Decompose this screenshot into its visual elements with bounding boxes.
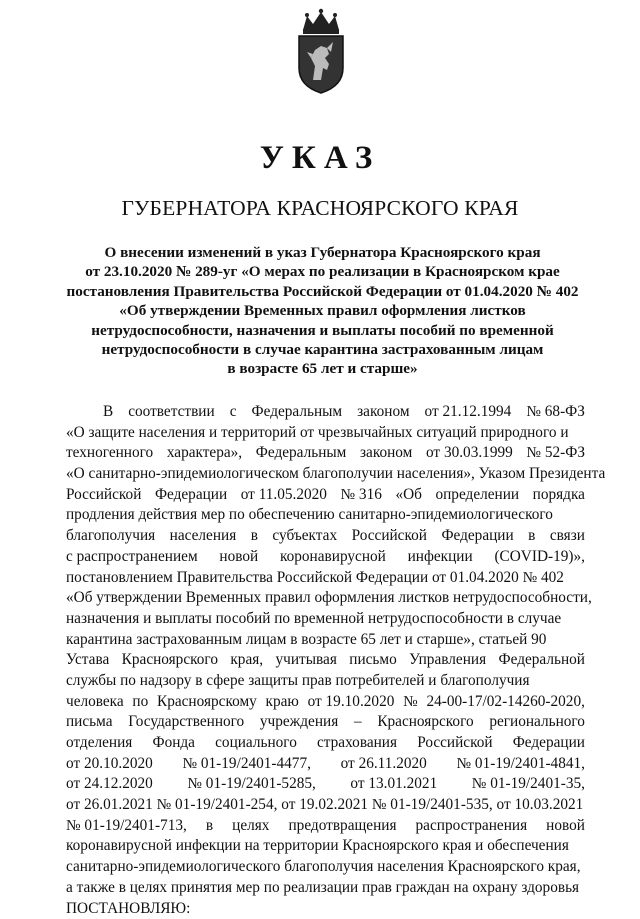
body-text-fragment: от 11.05.2020 — [241, 485, 327, 506]
body-line — [66, 588, 585, 609]
body-text-fragment: субъектах — [272, 526, 337, 547]
body-text-fragment: № 68-ФЗ — [526, 402, 585, 423]
body-text-fragment: карантина застрахованным лицам в возрасте 65 лет и старше», статьей 90 — [66, 630, 546, 651]
body-text-fragment: социального — [215, 733, 297, 754]
body-text-fragment: законом — [357, 402, 409, 423]
body-line — [66, 712, 585, 733]
body-text-fragment: Российской — [352, 526, 427, 547]
body-text-fragment: характера», — [167, 443, 242, 464]
body-text-fragment: коронавирусной — [280, 547, 386, 568]
subject-line: нетрудоспособности в случае карантина застрахованным лицам — [60, 340, 585, 359]
body-text-fragment: письма — [66, 712, 113, 733]
body-text-fragment: № 01-19/2401-713, — [66, 816, 187, 837]
body-text-fragment: службы по надзору в сфере защиты прав потребителей и благополучия — [66, 671, 530, 692]
body-text-fragment: Красноярского — [377, 712, 473, 733]
body-line — [66, 878, 585, 899]
subject-line: «Об утверждении Временных правил оформления листков — [60, 301, 585, 320]
body-line — [66, 485, 585, 506]
body-text-fragment: Управления — [409, 650, 486, 671]
body-text-fragment: Устава — [66, 650, 109, 671]
body-line — [66, 650, 585, 671]
body-line — [66, 443, 585, 464]
body-text-fragment: по — [132, 692, 148, 713]
body-text-fragment: от 21.12.1994 — [425, 402, 512, 423]
body-line — [66, 568, 585, 589]
body-line — [66, 402, 585, 423]
body-text-fragment: от 30.03.1999 — [426, 443, 513, 464]
body-line — [66, 774, 585, 795]
body-text-fragment: в — [251, 526, 258, 547]
body-text-fragment: «Об — [395, 485, 421, 506]
body-text-fragment: новой — [219, 547, 258, 568]
body-text-fragment: № 52-ФЗ — [526, 443, 585, 464]
decree-subject — [60, 243, 585, 379]
body-text-fragment: № 01-19/2401-5285, — [187, 774, 315, 795]
body-text-fragment: Российской — [66, 485, 141, 506]
body-line — [66, 526, 585, 547]
body-text-fragment: инфекции — [408, 547, 473, 568]
body-text-fragment: – — [354, 712, 362, 733]
body-text-fragment: определении — [435, 485, 519, 506]
body-text-fragment: Федерации — [155, 485, 227, 506]
body-text-fragment: краю — [266, 692, 299, 713]
body-text-fragment: «О санитарно-эпидемиологическом благополучии населения», Указом Президента — [66, 464, 605, 485]
decree-body — [66, 402, 585, 919]
body-text-fragment: с распространением — [66, 547, 198, 568]
body-text-fragment: Федерации — [441, 526, 513, 547]
body-text-fragment: «Об утверждении Временных правил оформления листков нетрудоспособности, — [66, 588, 592, 609]
body-text-fragment: коронавирусной инфекции на территории Красноярского края и обеспечения — [66, 836, 569, 857]
body-text-fragment: Федеральным — [256, 443, 347, 464]
subject-line: от 23.10.2020 № 289-уг «О мерах по реализации в Красноярском крае — [60, 262, 585, 281]
body-text-fragment: ПОСТАНОВЛЯЮ: — [66, 899, 190, 919]
body-line — [66, 630, 585, 651]
body-text-fragment: законом — [360, 443, 412, 464]
body-text-fragment: в — [206, 816, 213, 837]
body-text-fragment: целях — [232, 816, 269, 837]
body-text-fragment: от 13.01.2021 — [350, 774, 437, 795]
body-text-fragment: Федеральным — [252, 402, 343, 423]
body-line — [66, 816, 585, 837]
body-line — [66, 857, 585, 878]
body-text-fragment: человека — [66, 692, 124, 713]
body-text-fragment: учреждения — [260, 712, 338, 733]
body-text-fragment: населения — [170, 526, 237, 547]
body-text-fragment: Красноярского — [122, 650, 218, 671]
body-line — [66, 733, 585, 754]
body-text-fragment: соответствии — [128, 402, 214, 423]
body-text-fragment: № 01-19/2401-4841, — [457, 754, 585, 775]
document-subtitle: ГУБЕРНАТОРА КРАСНОЯРСКОГО КРАЯ — [0, 196, 640, 221]
subject-line: нетрудоспособности, назначения и выплаты пособий по временной — [60, 321, 585, 340]
body-text-fragment: № 01-19/2401-4477, — [182, 754, 310, 775]
body-text-fragment: продления действия мер по обеспечению санитарно-эпидемиологического — [66, 505, 553, 526]
body-text-fragment: Фонда — [152, 733, 195, 754]
body-line — [66, 795, 585, 816]
body-line — [66, 609, 585, 630]
body-line — [66, 505, 585, 526]
body-text-fragment: от 20.10.2020 — [66, 754, 153, 775]
body-line — [66, 692, 585, 713]
body-line — [66, 899, 585, 919]
body-line — [66, 423, 585, 444]
body-line — [66, 754, 585, 775]
body-text-fragment: В — [103, 402, 113, 423]
body-text-fragment: края, — [230, 650, 263, 671]
body-text-fragment: в — [528, 526, 535, 547]
body-text-fragment: «О защите населения и территорий от чрезвычайных ситуаций природного и — [66, 423, 569, 444]
body-text-fragment: учитывая — [276, 650, 337, 671]
body-text-fragment: от 19.10.2020 — [308, 692, 395, 713]
body-text-fragment: Государственного — [128, 712, 244, 733]
body-text-fragment: санитарно-эпидемиологического благополучия населения Красноярского края, — [66, 857, 581, 878]
subject-line: в возрасте 65 лет и старше» — [60, 359, 585, 378]
body-line — [66, 836, 585, 857]
body-text-fragment: письмо — [349, 650, 396, 671]
body-text-fragment: новой — [546, 816, 585, 837]
subject-line: О внесении изменений в указ Губернатора Красноярского края — [60, 243, 585, 262]
body-text-fragment: от 24.12.2020 — [66, 774, 153, 795]
body-text-fragment: Красноярскому — [157, 692, 257, 713]
body-line — [66, 547, 585, 568]
body-text-fragment: Российской — [417, 733, 492, 754]
body-text-fragment: а также в целях принятия мер по реализации прав граждан на охрану здоровья — [66, 878, 579, 899]
body-text-fragment: 24-00-17/02-14260-2020, — [426, 692, 584, 713]
body-line — [66, 464, 585, 485]
body-text-fragment: благополучия — [66, 526, 155, 547]
body-text-fragment: страхования — [317, 733, 397, 754]
body-text-fragment: № 01-19/2401-35, — [472, 774, 585, 795]
body-text-fragment: № 316 — [341, 485, 382, 506]
body-text-fragment: от 26.11.2020 — [341, 754, 427, 775]
body-text-fragment: Федеральной — [499, 650, 585, 671]
body-text-fragment: отделения — [66, 733, 132, 754]
body-text-fragment: назначения и выплаты пособий по временной нетрудоспособности в случае — [66, 609, 561, 630]
body-text-fragment: № — [403, 692, 418, 713]
document-title: УКАЗ — [0, 140, 640, 177]
coat-of-arms-emblem — [293, 8, 349, 94]
body-text-fragment: (COVID-19)», — [494, 547, 585, 568]
body-text-fragment: с — [230, 402, 237, 423]
subject-line: постановления Правительства Российской Федерации от 01.04.2020 № 402 — [60, 282, 585, 301]
body-text-fragment: предотвращения — [289, 816, 397, 837]
body-text-fragment: Федерации — [513, 733, 585, 754]
body-text-fragment: порядка — [533, 485, 585, 506]
body-text-fragment: техногенного — [66, 443, 153, 464]
body-text-fragment: связи — [550, 526, 585, 547]
body-text-fragment: от 26.01.2021 № 01-19/2401-254, от 19.02.2021 № 01-19/2401-535, от 10.03.2021 — [66, 795, 583, 816]
body-line — [66, 671, 585, 692]
body-text-fragment: регионального — [489, 712, 585, 733]
body-text-fragment: постановлением Правительства Российской Федерации от 01.04.2020 № 402 — [66, 568, 564, 589]
body-text-fragment: распространения — [416, 816, 528, 837]
